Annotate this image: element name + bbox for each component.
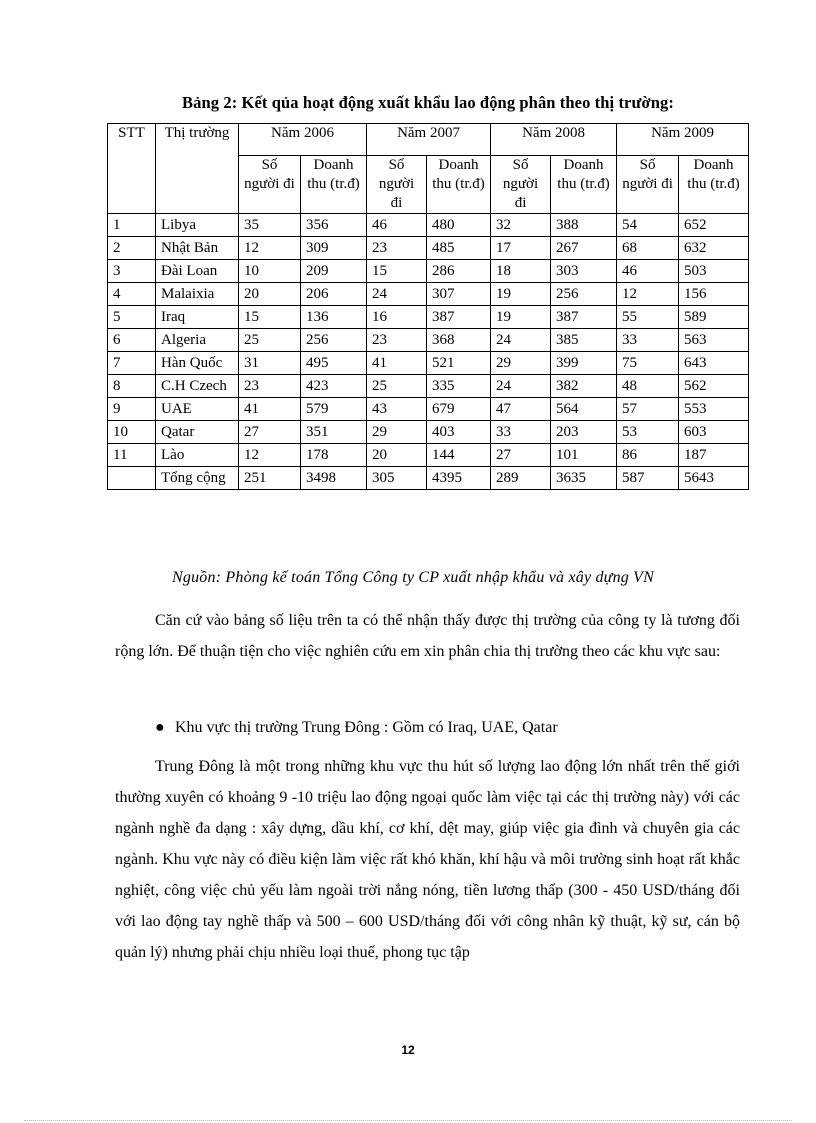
header-people: Số người đi [491, 156, 551, 214]
table-row [108, 237, 749, 260]
cell-revenue: 382 [551, 375, 617, 398]
cell-people: 17 [491, 237, 551, 260]
cell-market: Libya [156, 214, 239, 237]
cell-revenue: 203 [551, 421, 617, 444]
cell-stt: 7 [108, 352, 156, 375]
cell-revenue: 388 [551, 214, 617, 237]
cell-people: 305 [367, 467, 427, 490]
table-row [108, 306, 749, 329]
cell-people: 23 [239, 375, 301, 398]
cell-market: Nhật Bản [156, 237, 239, 260]
cell-revenue: 368 [427, 329, 491, 352]
cell-revenue: 178 [301, 444, 367, 467]
cell-people: 57 [617, 398, 679, 421]
cell-revenue: 387 [551, 306, 617, 329]
cell-market: Đài Loan [156, 260, 239, 283]
cell-stt: 9 [108, 398, 156, 421]
cell-revenue: 356 [301, 214, 367, 237]
cell-people: 18 [491, 260, 551, 283]
cell-people: 68 [617, 237, 679, 260]
table-body [108, 214, 749, 490]
cell-market: C.H Czech [156, 375, 239, 398]
cell-market: Hàn Quốc [156, 352, 239, 375]
cell-people: 47 [491, 398, 551, 421]
header-people: Số người đi [617, 156, 679, 214]
header-revenue: Doanh thu (tr.đ) [301, 156, 367, 214]
cell-people: 53 [617, 421, 679, 444]
header-revenue: Doanh thu (tr.đ) [551, 156, 617, 214]
table-title: Bảng 2: Kết qủa hoạt động xuất khẩu lao động phân theo thị trường: [182, 93, 674, 112]
cell-people: 23 [367, 237, 427, 260]
cell-people: 41 [239, 398, 301, 421]
cell-people: 20 [367, 444, 427, 467]
cell-stt: 3 [108, 260, 156, 283]
cell-people: 289 [491, 467, 551, 490]
cell-people: 20 [239, 283, 301, 306]
table-row [108, 329, 749, 352]
header-year-2007: Năm 2007 [367, 124, 491, 156]
cell-revenue: 335 [427, 375, 491, 398]
cell-people: 41 [367, 352, 427, 375]
cell-revenue: 206 [301, 283, 367, 306]
cell-people: 24 [367, 283, 427, 306]
cell-revenue: 303 [551, 260, 617, 283]
paragraph-intro: Căn cứ vào bảng số liệu trên ta có thể nhận thấy được thị trường của công ty là tương đối rộng lớn. Để thuận tiện cho việc nghiên cứu em xin phân chia thị trường theo các khu vực sau: [115, 612, 740, 660]
cell-market: UAE [156, 398, 239, 421]
cell-revenue: 351 [301, 421, 367, 444]
cell-revenue: 564 [551, 398, 617, 421]
header-revenue: Doanh thu (tr.đ) [679, 156, 749, 214]
cell-stt: 8 [108, 375, 156, 398]
cell-market: Tổng cộng [156, 467, 239, 490]
export-results-table [107, 123, 749, 490]
header-year-2006: Năm 2006 [239, 124, 367, 156]
cell-revenue: 187 [679, 444, 749, 467]
cell-revenue: 603 [679, 421, 749, 444]
table-row [108, 214, 749, 237]
cell-people: 15 [239, 306, 301, 329]
cell-stt: 1 [108, 214, 156, 237]
cell-revenue: 679 [427, 398, 491, 421]
cell-people: 33 [491, 421, 551, 444]
cell-revenue: 563 [679, 329, 749, 352]
cell-revenue: 503 [679, 260, 749, 283]
cell-market: Malaixia [156, 283, 239, 306]
header-year-2009: Năm 2009 [617, 124, 749, 156]
cell-people: 12 [239, 444, 301, 467]
cell-revenue: 156 [679, 283, 749, 306]
cell-people: 12 [239, 237, 301, 260]
table-row [108, 467, 749, 490]
cell-revenue: 286 [427, 260, 491, 283]
cell-revenue: 256 [551, 283, 617, 306]
cell-revenue: 632 [679, 237, 749, 260]
cell-revenue: 480 [427, 214, 491, 237]
cell-people: 43 [367, 398, 427, 421]
cell-people: 29 [367, 421, 427, 444]
cell-people: 25 [239, 329, 301, 352]
cell-people: 19 [491, 283, 551, 306]
page-number: 12 [401, 1043, 415, 1057]
cell-revenue: 309 [301, 237, 367, 260]
cell-revenue: 256 [301, 329, 367, 352]
cell-people: 29 [491, 352, 551, 375]
cell-people: 54 [617, 214, 679, 237]
cell-people: 15 [367, 260, 427, 283]
table-row [108, 352, 749, 375]
table-row [108, 283, 749, 306]
cell-people: 32 [491, 214, 551, 237]
cell-revenue: 495 [301, 352, 367, 375]
table-row [108, 260, 749, 283]
header-market: Thị trường [156, 124, 239, 214]
cell-people: 35 [239, 214, 301, 237]
cell-people: 33 [617, 329, 679, 352]
cell-revenue: 423 [301, 375, 367, 398]
cell-people: 12 [617, 283, 679, 306]
cell-people: 27 [239, 421, 301, 444]
cell-revenue: 399 [551, 352, 617, 375]
cell-stt: 5 [108, 306, 156, 329]
table-row [108, 375, 749, 398]
table-row [108, 444, 749, 467]
cell-people: 31 [239, 352, 301, 375]
cell-revenue: 267 [551, 237, 617, 260]
cell-market: Iraq [156, 306, 239, 329]
cell-revenue: 562 [679, 375, 749, 398]
cell-revenue: 307 [427, 283, 491, 306]
cell-stt: 11 [108, 444, 156, 467]
cell-people: 27 [491, 444, 551, 467]
cell-people: 10 [239, 260, 301, 283]
cell-revenue: 5643 [679, 467, 749, 490]
cell-market: Qatar [156, 421, 239, 444]
paragraph-middle-east: Trung Đông là một trong những khu vực thu hút số lượng lao động lớn nhất trên thế giới thường xuyên có khoảng 9 -10 triệu lao động ngoại quốc làm việc tại các thị trường này) với các ngành nghề đa dạng : xây dựng, dầu khí, cơ khí, dệt may, giúp việc gia đình và chuyên gia các ngành. Khu vực này có điều kiện làm việc rất khó khăn, khí hậu và môi trường sinh hoạt rất khắc nghiệt, công việc chủ yếu làm ngoài trời nắng nóng, tiền lương thấp (300 - 450 USD/tháng đối với lao động tay nghề thấp và 500 – 600 USD/tháng đối với công nhân kỹ thuật, kỹ sư, cán bộ quản lý) nhưng phải chịu nhiều loại thuế, phong tục tập [115, 758, 740, 961]
cell-revenue: 485 [427, 237, 491, 260]
cell-people: 251 [239, 467, 301, 490]
cell-revenue: 652 [679, 214, 749, 237]
cell-people: 587 [617, 467, 679, 490]
cell-revenue: 144 [427, 444, 491, 467]
cell-people: 75 [617, 352, 679, 375]
cell-people: 24 [491, 329, 551, 352]
cell-revenue: 209 [301, 260, 367, 283]
cell-revenue: 3635 [551, 467, 617, 490]
header-revenue: Doanh thu (tr.đ) [427, 156, 491, 214]
cell-revenue: 3498 [301, 467, 367, 490]
cell-market: Algeria [156, 329, 239, 352]
cell-stt [108, 467, 156, 490]
cell-people: 46 [617, 260, 679, 283]
cell-stt: 10 [108, 421, 156, 444]
cell-revenue: 579 [301, 398, 367, 421]
table-row [108, 398, 749, 421]
cell-revenue: 101 [551, 444, 617, 467]
footer-divider [24, 1120, 792, 1121]
cell-people: 16 [367, 306, 427, 329]
cell-revenue: 387 [427, 306, 491, 329]
header-year-2008: Năm 2008 [491, 124, 617, 156]
cell-stt: 6 [108, 329, 156, 352]
header-stt: STT [108, 124, 156, 214]
cell-people: 23 [367, 329, 427, 352]
cell-stt: 4 [108, 283, 156, 306]
cell-revenue: 136 [301, 306, 367, 329]
bullet-icon: ● [155, 719, 165, 736]
cell-people: 55 [617, 306, 679, 329]
cell-people: 46 [367, 214, 427, 237]
cell-people: 19 [491, 306, 551, 329]
header-people: Số người đi [367, 156, 427, 214]
bullet-text: Khu vực thị trường Trung Đông : Gồm có Iraq, UAE, Qatar [175, 719, 558, 736]
table-source: Nguồn: Phòng kế toán Tổng Công ty CP xuất nhập khẩu và xây dựng VN [172, 569, 655, 586]
table-row [108, 421, 749, 444]
cell-stt: 2 [108, 237, 156, 260]
cell-revenue: 589 [679, 306, 749, 329]
cell-revenue: 385 [551, 329, 617, 352]
cell-people: 48 [617, 375, 679, 398]
cell-people: 24 [491, 375, 551, 398]
header-people: Số người đi [239, 156, 301, 214]
cell-people: 86 [617, 444, 679, 467]
cell-revenue: 643 [679, 352, 749, 375]
bullet-middle-east [155, 714, 558, 742]
cell-people: 25 [367, 375, 427, 398]
cell-revenue: 4395 [427, 467, 491, 490]
cell-market: Lào [156, 444, 239, 467]
cell-revenue: 521 [427, 352, 491, 375]
cell-revenue: 553 [679, 398, 749, 421]
cell-revenue: 403 [427, 421, 491, 444]
